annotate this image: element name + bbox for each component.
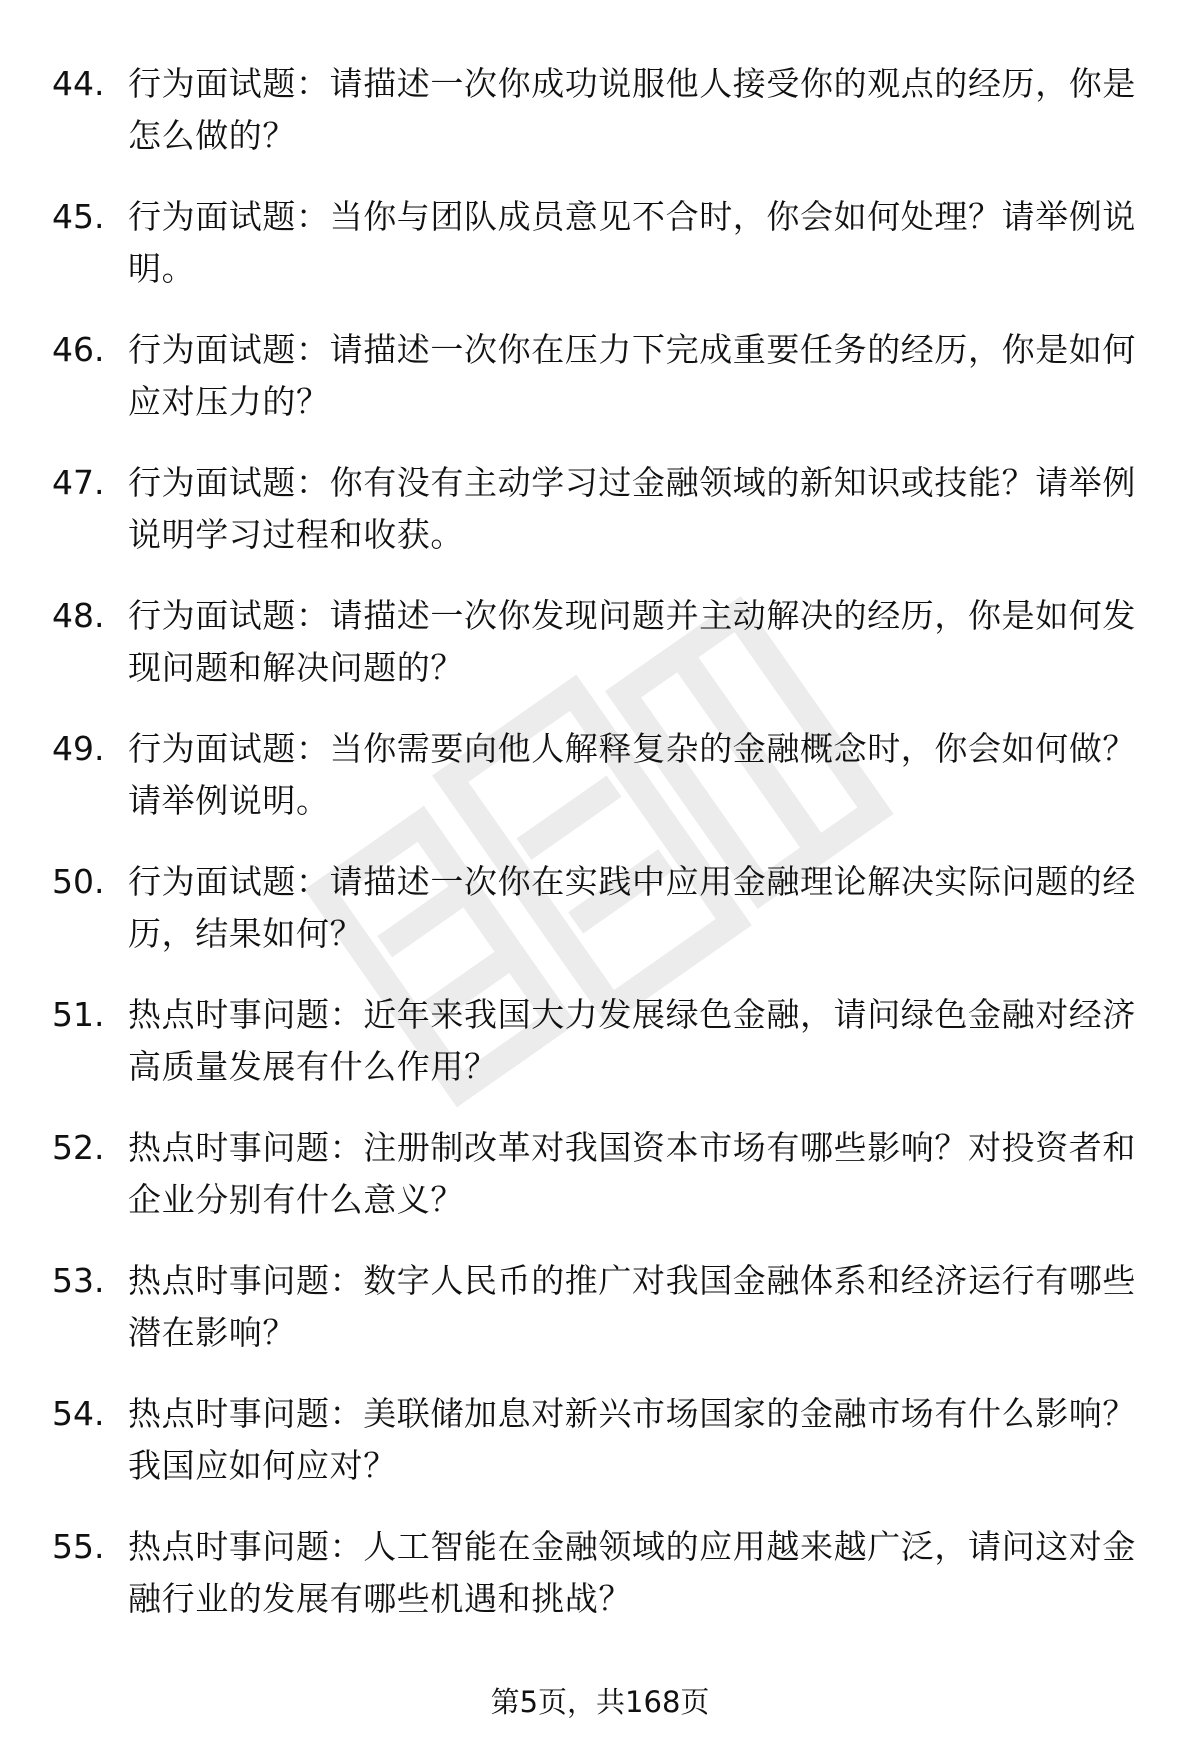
page-footer — [0, 1682, 1200, 1722]
question-number: 46. — [52, 330, 105, 369]
question-text: 热点时事问题：数字人民币的推广对我国金融体系和经济运行有哪些潜在影响？ — [128, 1261, 1136, 1352]
question-text: 行为面试题：请描述一次你发现问题并主动解决的经历，你是如何发现问题和解决问题的？ — [128, 596, 1136, 687]
question-item — [0, 191, 1200, 324]
question-item — [0, 856, 1200, 989]
question-text: 行为面试题：当你与团队成员意见不合时，你会如何处理？请举例说明。 — [128, 197, 1136, 288]
question-number: 49. — [52, 729, 105, 768]
question-item — [0, 723, 1200, 856]
question-number: 47. — [52, 463, 105, 502]
question-text: 行为面试题：请描述一次你成功说服他人接受你的观点的经历，你是怎么做的？ — [128, 64, 1136, 155]
question-item — [0, 1388, 1200, 1521]
question-number: 53. — [52, 1261, 105, 1300]
question-item — [0, 1255, 1200, 1388]
question-text: 热点时事问题：美联储加息对新兴市场国家的金融市场有什么影响？我国应如何应对？ — [128, 1394, 1136, 1485]
question-number: 48. — [52, 596, 105, 635]
question-text: 热点时事问题：注册制改革对我国资本市场有哪些影响？对投资者和企业分别有什么意义？ — [128, 1128, 1136, 1219]
question-item — [0, 989, 1200, 1122]
question-number: 44. — [52, 64, 105, 103]
question-number: 50. — [52, 862, 105, 901]
question-text: 行为面试题：请描述一次你在压力下完成重要任务的经历，你是如何应对压力的？ — [128, 330, 1136, 421]
question-item — [0, 590, 1200, 723]
question-item — [0, 457, 1200, 590]
question-text: 行为面试题：请描述一次你在实践中应用金融理论解决实际问题的经历，结果如何？ — [128, 862, 1136, 953]
question-number: 51. — [52, 995, 105, 1034]
question-item — [0, 324, 1200, 457]
question-text: 热点时事问题：人工智能在金融领域的应用越来越广泛，请问这对金融行业的发展有哪些机遇和挑战？ — [128, 1527, 1136, 1618]
question-item — [0, 1122, 1200, 1255]
question-text: 行为面试题：当你需要向他人解释复杂的金融概念时，你会如何做？请举例说明。 — [128, 729, 1136, 820]
question-text: 热点时事问题：近年来我国大力发展绿色金融，请问绿色金融对经济高质量发展有什么作用？ — [128, 995, 1136, 1086]
question-item — [0, 58, 1200, 191]
page-number-label: 第5页，共168页 — [490, 1685, 710, 1719]
question-number: 54. — [52, 1394, 105, 1433]
question-number: 45. — [52, 197, 105, 236]
question-number: 55. — [52, 1527, 105, 1566]
question-item — [0, 1521, 1200, 1654]
question-number: 52. — [52, 1128, 105, 1167]
question-list — [0, 58, 1200, 1654]
question-text: 行为面试题：你有没有主动学习过金融领域的新知识或技能？请举例说明学习过程和收获。 — [128, 463, 1136, 554]
